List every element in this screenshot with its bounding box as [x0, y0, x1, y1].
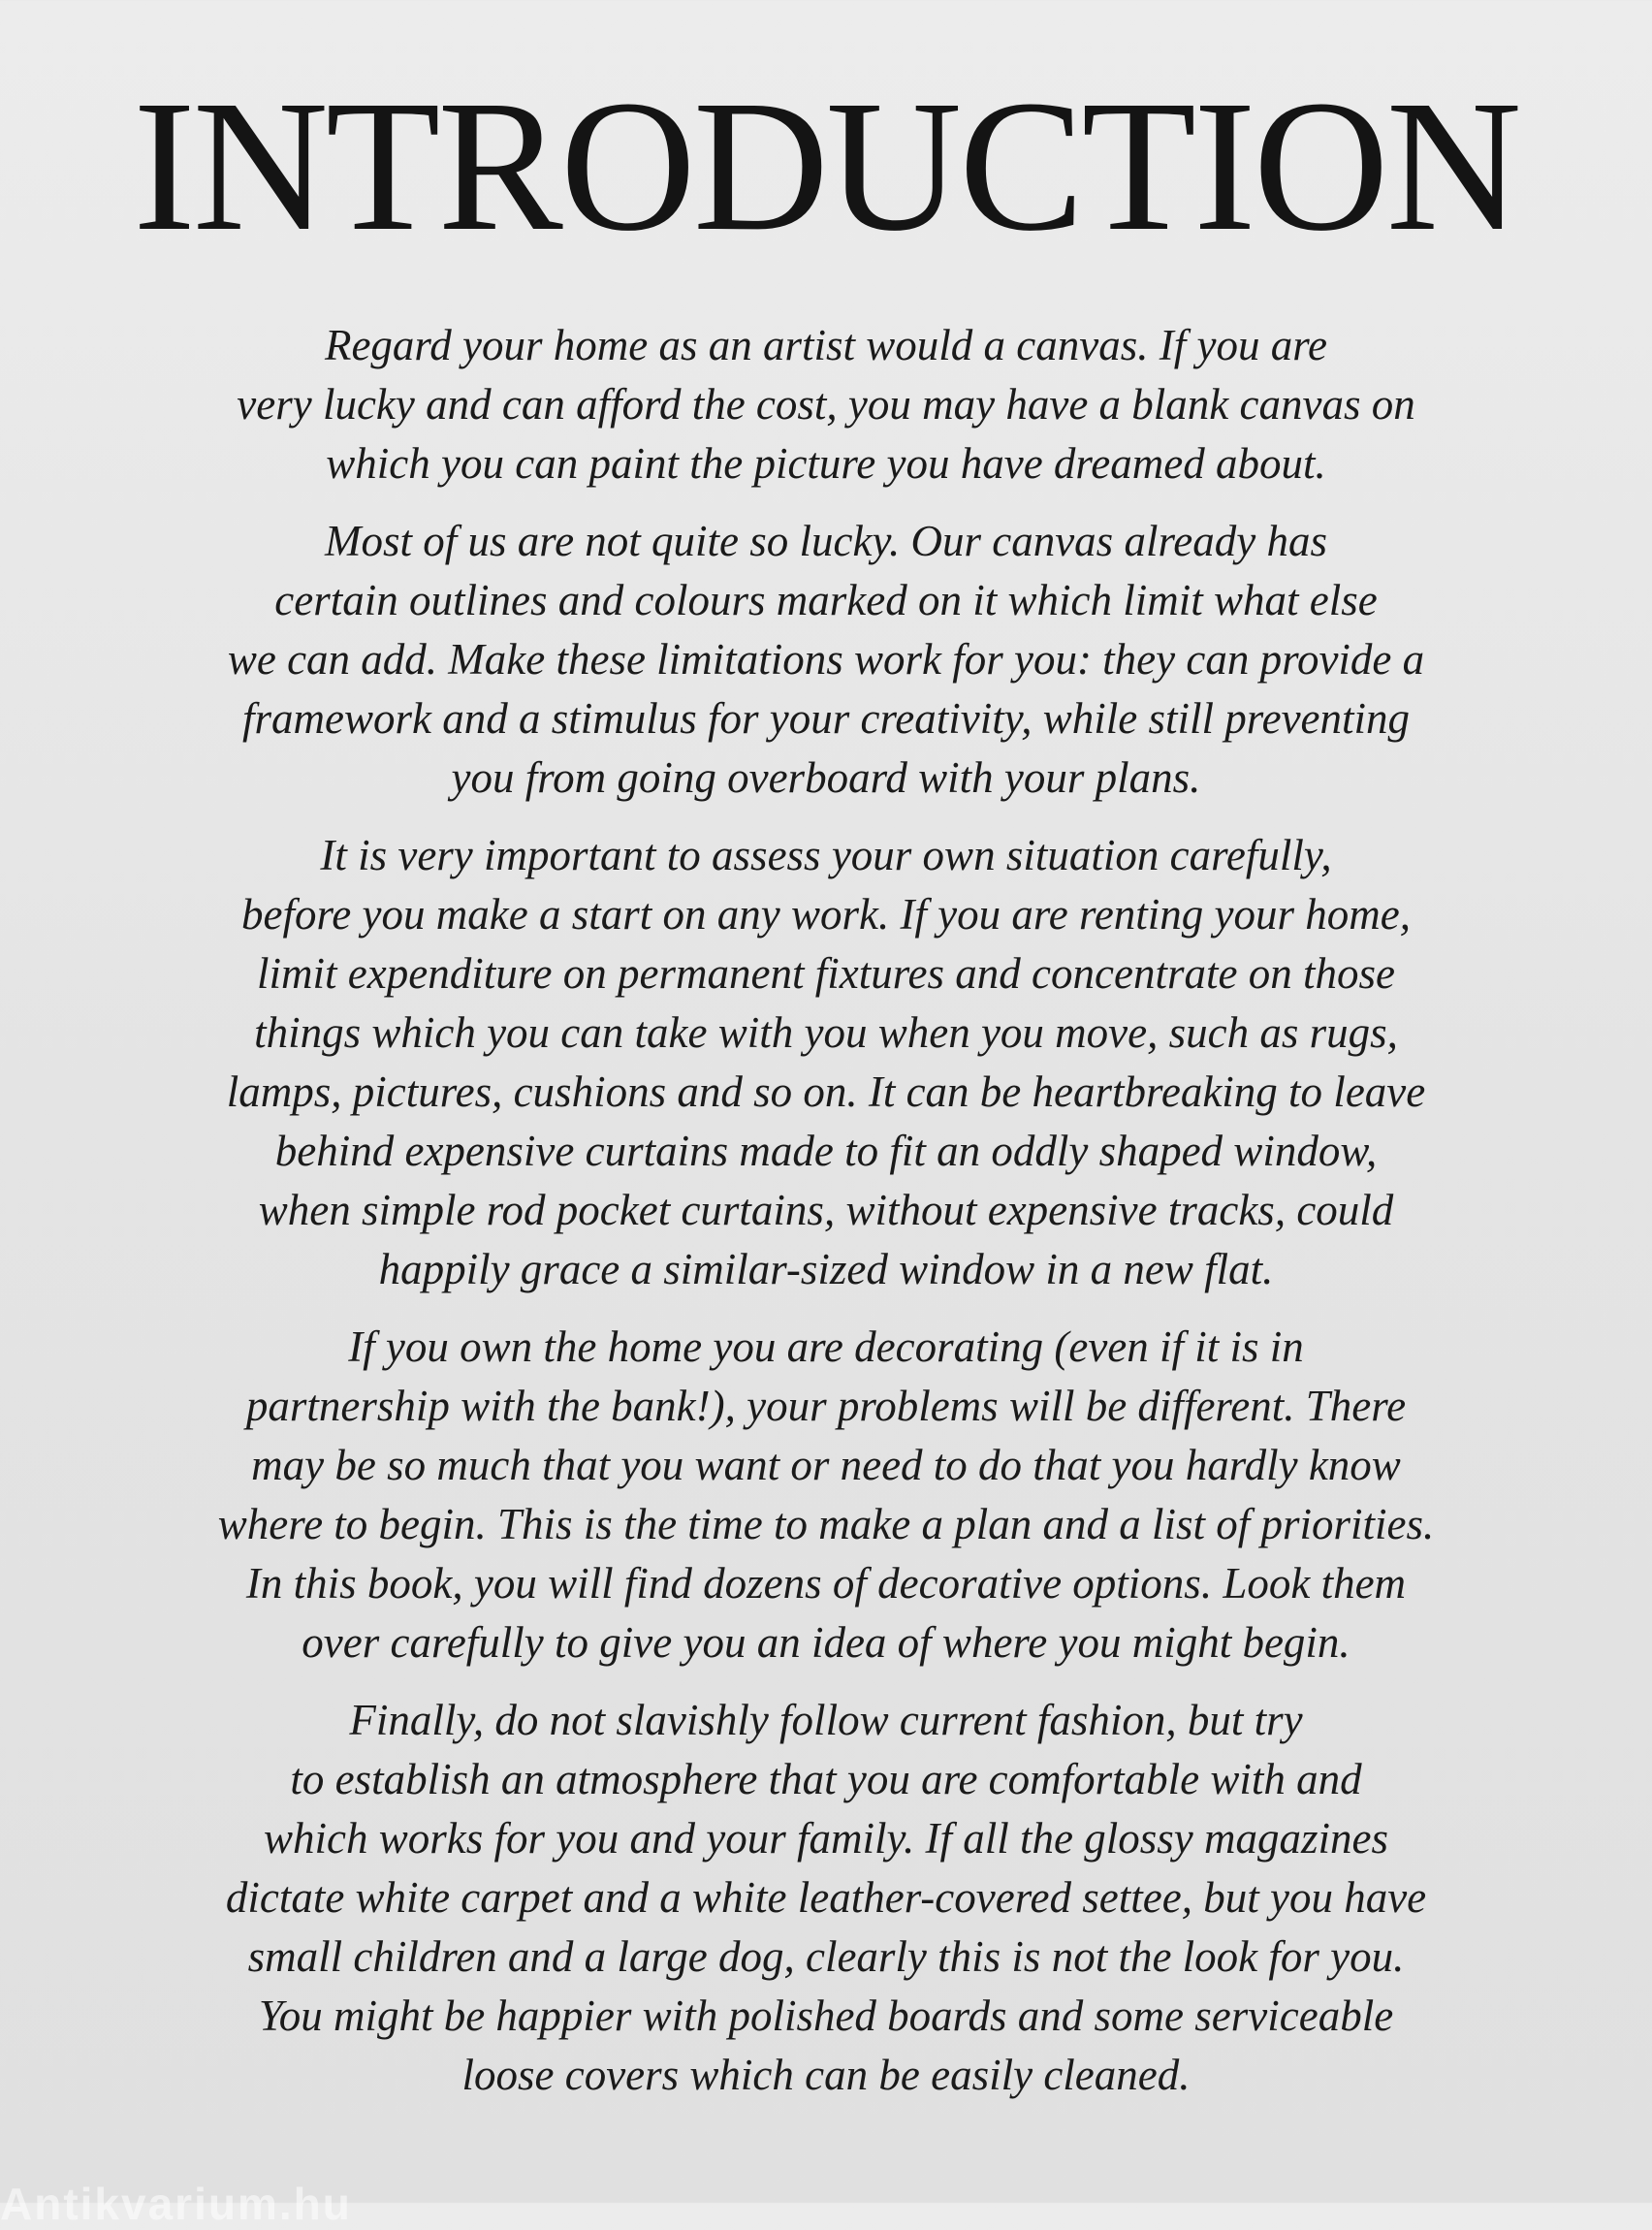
text-line: over carefully to give you an idea of where you might begin. [302, 1618, 1350, 1667]
text-line: certain outlines and colours marked on it which limit what else [274, 576, 1378, 624]
text-line: things which you can take with you when you move, such as rugs, [254, 1008, 1398, 1057]
text-line: In this book, you will find dozens of decorative options. Look them [245, 1559, 1407, 1608]
introduction-body [116, 316, 1536, 2123]
text-line: may be so much that you want or need to do that you hardly know [251, 1441, 1401, 1489]
text-line: Most of us are not quite so lucky. Our canvas already has [324, 517, 1328, 565]
text-line: before you make a start on any work. If you are renting your home, [240, 890, 1411, 939]
text-line: lamps, pictures, cushions and so on. It can be heartbreaking to leave [226, 1067, 1426, 1116]
watermark: Antikvarium.hu [0, 2179, 352, 2229]
text-line: small children and a large dog, clearly this is not the look for you. [247, 1932, 1405, 1981]
text-line: Regard your home as an artist would a canvas. If you are [324, 321, 1328, 369]
text-line: when simple rod pocket curtains, without expensive tracks, could [258, 1186, 1394, 1234]
text-line: which you can paint the picture you have dreamed about. [326, 439, 1326, 488]
text-line: loose covers which can be easily cleaned. [461, 2051, 1191, 2099]
text-line: You might be happier with polished boards and some serviceable [258, 1991, 1394, 2040]
paragraph-5 [116, 1691, 1536, 2105]
text-line: Finally, do not slavishly follow current fashion, but try [349, 1696, 1303, 1744]
text-line: to establish an atmosphere that you are comfortable with and [290, 1755, 1362, 1803]
text-line: where to begin. This is the time to make a plan and a list of priorities. [217, 1500, 1435, 1548]
text-line: behind expensive curtains made to fit an oddly shaped window, [274, 1127, 1378, 1175]
paragraph-2 [116, 512, 1536, 808]
paragraph-3 [116, 826, 1536, 1299]
paragraph-4 [116, 1318, 1536, 1672]
text-line: It is very important to assess your own situation carefully, [320, 831, 1332, 879]
text-line: happily grace a similar-sized window in a new flat. [378, 1245, 1274, 1293]
text-line: which works for you and your family. If all the glossy magazines [264, 1814, 1388, 1863]
text-line: very lucky and can afford the cost, you may have a blank canvas on [237, 380, 1415, 429]
text-line: framework and a stimulus for your creativity, while still preventing [241, 694, 1411, 743]
text-line: dictate white carpet and a white leather-covered settee, but you have [225, 1873, 1427, 1922]
text-line: you from going overboard with your plans. [451, 753, 1201, 802]
text-line: partnership with the bank!), your problems will be different. There [245, 1382, 1407, 1430]
text-line: If you own the home you are decorating (even if it is in [348, 1322, 1304, 1371]
page-title: INTRODUCTION [133, 61, 1519, 270]
paragraph-1 [116, 316, 1536, 494]
text-line: we can add. Make these limitations work for you: they can provide a [227, 635, 1425, 684]
text-line: limit expenditure on permanent fixtures and concentrate on those [257, 949, 1395, 998]
